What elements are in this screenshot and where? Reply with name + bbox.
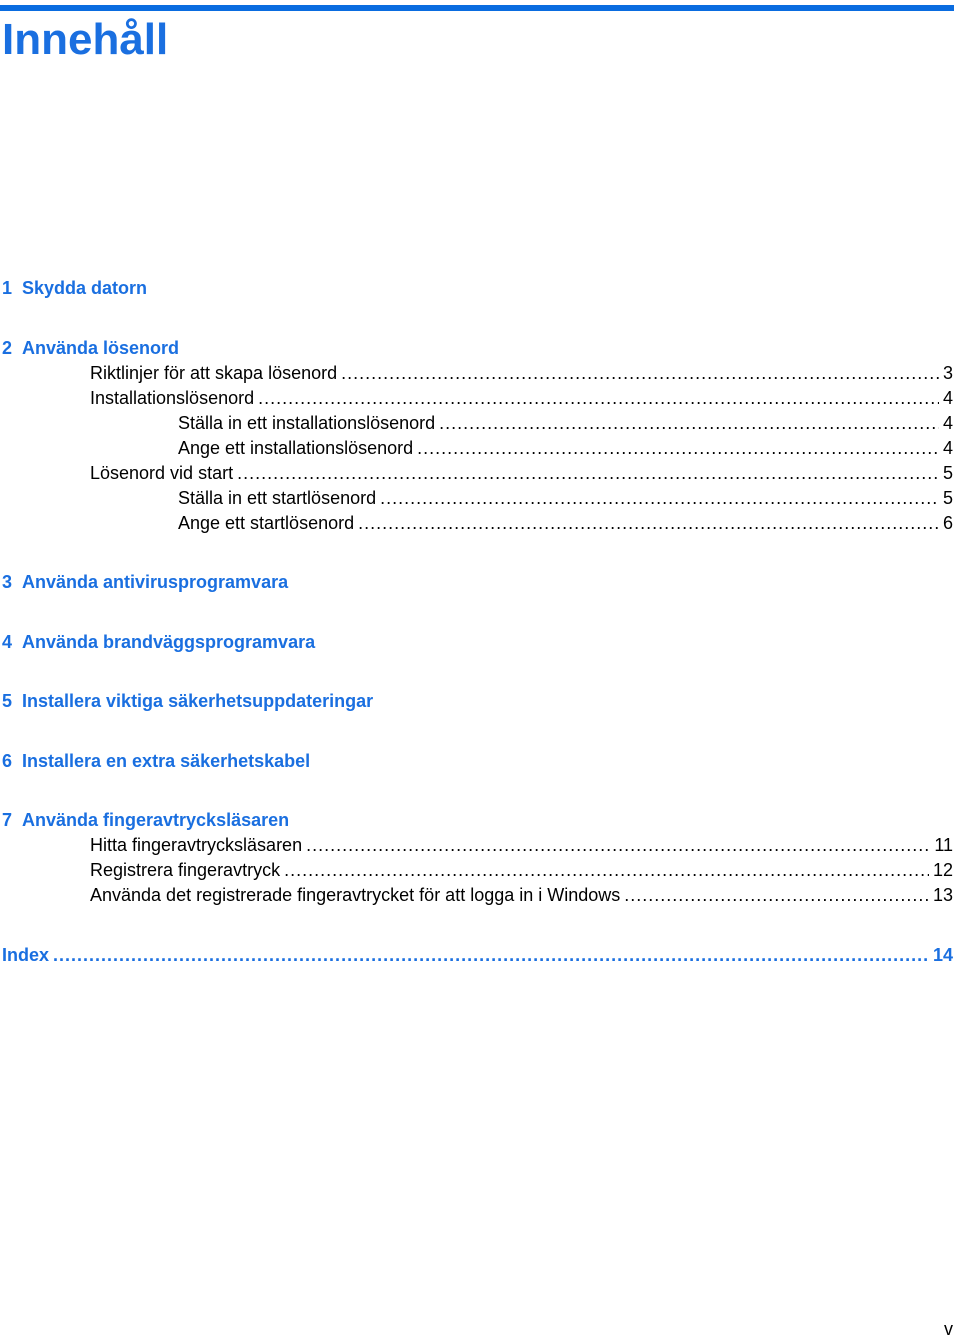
- toc-chapter-1[interactable]: [2, 276, 147, 300]
- dot-leader: [417, 436, 939, 460]
- toc-chapter-6[interactable]: [2, 749, 310, 773]
- toc-entry[interactable]: [90, 833, 953, 857]
- toc-entry[interactable]: [90, 461, 953, 485]
- dot-leader: [284, 858, 929, 882]
- top-rule: [0, 5, 954, 11]
- toc-entry-page: 4: [942, 388, 953, 408]
- toc-entry-page: 6: [942, 513, 953, 533]
- chapter-number: 1: [2, 278, 13, 298]
- dot-leader: [258, 386, 939, 410]
- toc-chapter-4[interactable]: [2, 630, 315, 654]
- dot-leader: [380, 486, 939, 510]
- toc-entry[interactable]: [90, 386, 953, 410]
- toc-entry-page: 13: [932, 885, 953, 905]
- toc-entry-text: Hitta fingeravtrycksläsaren: [90, 835, 303, 855]
- toc-entry-page: 4: [942, 438, 953, 458]
- toc-chapter-3[interactable]: [2, 570, 288, 594]
- chapter-number: 7: [2, 810, 13, 830]
- toc-entry-text: Ange ett startlösenord: [178, 513, 355, 533]
- dot-leader: [624, 883, 929, 907]
- toc-entry-page: 12: [932, 860, 953, 880]
- chapter-title: Använda fingeravtrycksläsaren: [22, 810, 290, 830]
- dot-leader: [237, 461, 939, 485]
- index-page: 14: [932, 945, 953, 965]
- toc-entry-text: Ange ett installationslösenord: [178, 438, 414, 458]
- toc-entry[interactable]: [178, 411, 953, 435]
- dot-leader: [341, 361, 939, 385]
- toc-entry-text: Ställa in ett installationslösenord: [178, 413, 436, 433]
- toc-entry-page: 5: [942, 463, 953, 483]
- chapter-number: 6: [2, 751, 13, 771]
- chapter-title: Använda antivirusprogramvara: [22, 572, 289, 592]
- toc-entry-text: Installationslösenord: [90, 388, 255, 408]
- dot-leader: [53, 943, 929, 967]
- chapter-number: 2: [2, 338, 13, 358]
- toc-entry-page: 3: [942, 363, 953, 383]
- chapter-title: Använda brandväggsprogramvara: [22, 632, 316, 652]
- chapter-title: Installera en extra säkerhetskabel: [22, 751, 311, 771]
- toc-entry-text: Använda det registrerade fingeravtrycket för att logga in i Windows: [90, 885, 621, 905]
- dot-leader: [439, 411, 939, 435]
- toc-entry[interactable]: [178, 511, 953, 535]
- toc-entry-text: Registrera fingeravtryck: [90, 860, 281, 880]
- chapter-title: Använda lösenord: [22, 338, 180, 358]
- toc-entry-text: Ställa in ett startlösenord: [178, 488, 377, 508]
- index-label: Index: [2, 945, 50, 965]
- toc-chapter-2[interactable]: [2, 336, 179, 360]
- toc-entry[interactable]: [178, 486, 953, 510]
- toc-entry-page: 5: [942, 488, 953, 508]
- toc-entry[interactable]: [90, 361, 953, 385]
- chapter-title: Skydda datorn: [22, 278, 148, 298]
- toc-entry-page: 11: [934, 835, 953, 855]
- dot-leader: [358, 511, 939, 535]
- chapter-number: 3: [2, 572, 13, 592]
- toc-entry[interactable]: [178, 436, 953, 460]
- page-title: Innehåll: [2, 15, 169, 64]
- chapter-number: 4: [2, 632, 13, 652]
- toc-entry-text: Riktlinjer för att skapa lösenord: [90, 363, 338, 383]
- toc-index[interactable]: [2, 943, 953, 967]
- toc-entry[interactable]: [90, 858, 953, 882]
- chapter-title: Installera viktiga säkerhetsuppdateringar: [22, 691, 374, 711]
- toc-entry-text: Lösenord vid start: [90, 463, 234, 483]
- toc-chapter-7[interactable]: [2, 808, 289, 832]
- toc-entry-page: 4: [942, 413, 953, 433]
- chapter-number: 5: [2, 691, 13, 711]
- page-number: v: [944, 1319, 953, 1339]
- dot-leader: [306, 833, 930, 857]
- toc-chapter-5[interactable]: [2, 689, 373, 713]
- toc-entry[interactable]: [90, 883, 953, 907]
